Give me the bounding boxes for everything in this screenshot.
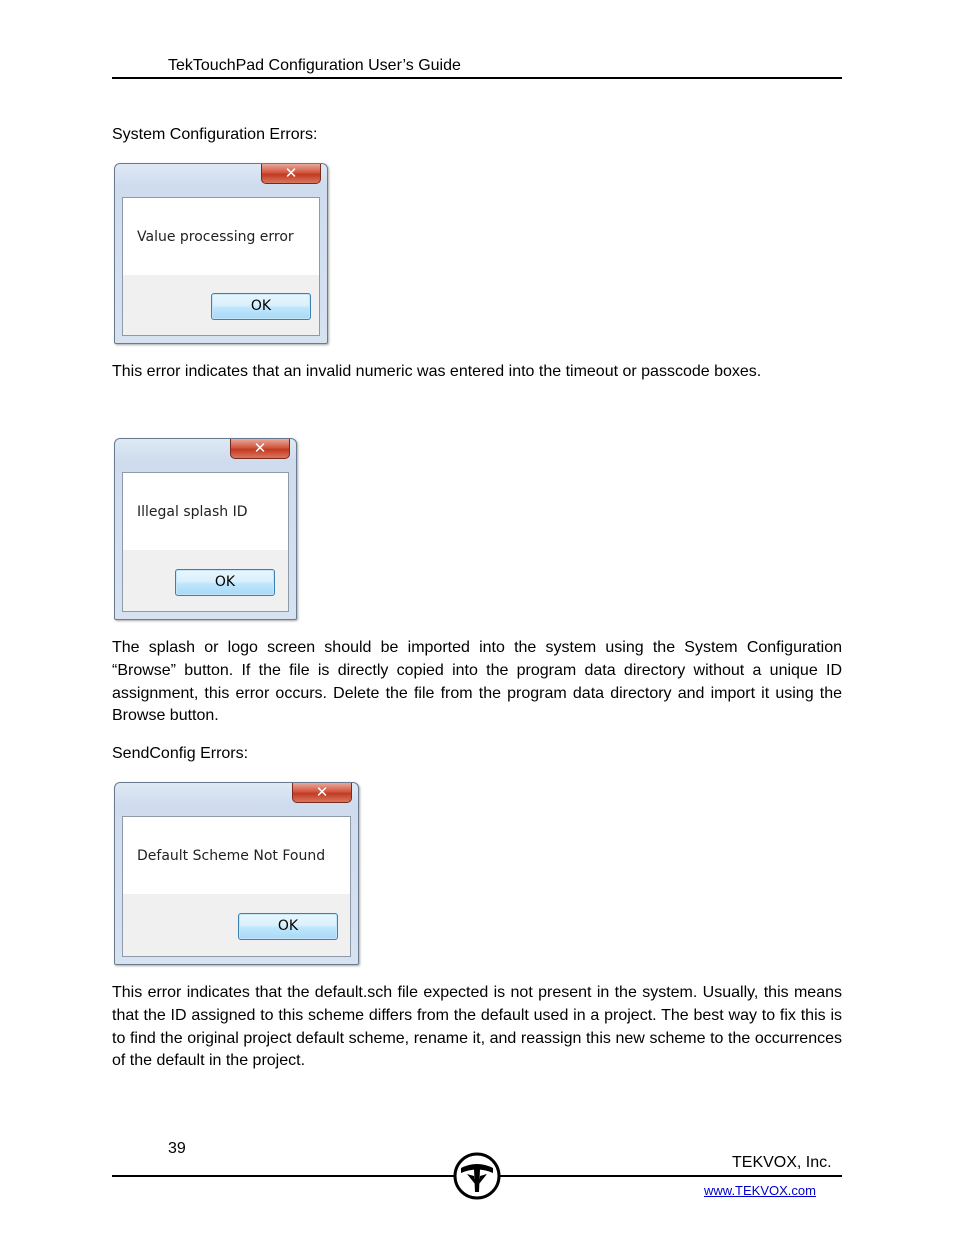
dialog-body: [122, 197, 320, 336]
value-error-paragraph: This error indicates that an invalid numeric was entered into the timeout or passcode boxes.: [112, 363, 762, 380]
page-number: 39: [168, 1140, 186, 1157]
ok-button[interactable]: OK: [238, 913, 338, 940]
close-icon[interactable]: ✕: [230, 439, 290, 459]
dialog-message-area: [123, 198, 319, 275]
dialog-body: [122, 816, 351, 957]
company-name: TEKVOX, Inc.: [732, 1154, 832, 1171]
website-link[interactable]: www.TEKVOX.com: [704, 1183, 816, 1198]
illegal-splash-id-dialog: [114, 438, 297, 620]
ok-button[interactable]: OK: [175, 569, 275, 596]
value-processing-error-dialog: [114, 163, 328, 344]
header-rule: [112, 77, 842, 79]
sendconfig-errors-heading: SendConfig Errors:: [112, 745, 249, 762]
system-config-errors-heading: System Configuration Errors:: [112, 126, 318, 143]
dialog-message: Value processing error: [137, 229, 294, 245]
scheme-error-paragraph: This error indicates that the default.sch file expected is not present in the system. Usually, this means that the ID assigned to this scheme differs from the default used in a project. The best way to fix this is to find the original project default scheme, rename it, and reassign this new scheme to the occurrences of the default in the project.: [112, 984, 842, 1070]
dialog-body: [122, 472, 289, 612]
dialog-message: Illegal splash ID: [137, 504, 248, 520]
tekvox-logo-icon: [453, 1152, 501, 1200]
dialog-message: Default Scheme Not Found: [137, 848, 326, 864]
dialog-message-area: [123, 817, 350, 894]
close-icon[interactable]: ✕: [261, 164, 321, 184]
close-icon[interactable]: ✕: [292, 783, 352, 803]
default-scheme-not-found-dialog: [114, 782, 359, 965]
header-title: TekTouchPad Configuration User’s Guide: [168, 57, 461, 74]
ok-button[interactable]: OK: [211, 293, 311, 320]
splash-error-paragraph: The splash or logo screen should be imported into the system using the System Configuration “Browse” button. If the file is directly copied into the program data directory without a unique ID assignment, this error occurs. Delete the file from the program data directory and import it using the Browse button.: [112, 639, 842, 725]
dialog-message-area: [123, 473, 288, 550]
